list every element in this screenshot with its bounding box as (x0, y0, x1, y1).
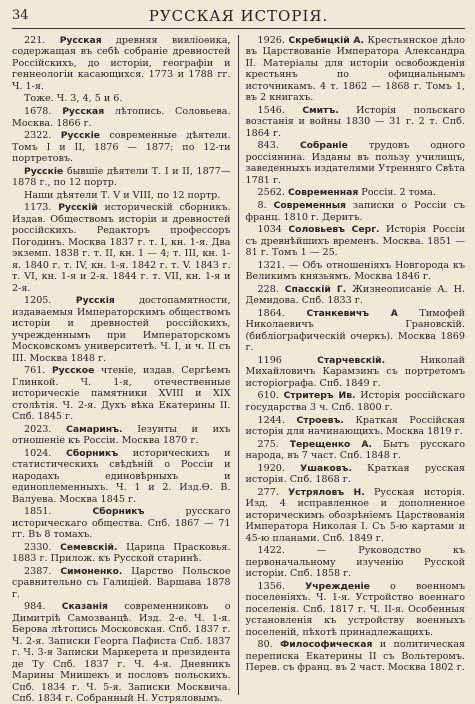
entry-text: записки о Россіи съ франц. 1810 г. Деритъ. (245, 200, 465, 223)
entry-text: Русская исторія. Изд. 4 исправленное и дополненное историческимъ обозрѣніемъ Царствованія Императора Николая I. Съ 5-ю картами и 45-ю планами. Спб. 1849 г. (245, 486, 465, 544)
catalog-entry (12, 130, 231, 164)
entry-number: 1034 (257, 224, 289, 236)
entry-number: 984. (24, 601, 62, 613)
entry-text: 1321. — Объ отношеніяхъ Новгорода къ Великимъ князьямъ. Москва 1846 г. (245, 259, 465, 283)
catalog-entry (12, 601, 231, 704)
catalog-entry (246, 200, 466, 223)
catalog-entry (246, 581, 466, 638)
page-number: 34 (12, 8, 29, 23)
catalog-entry (246, 284, 466, 307)
catalog-entry (246, 439, 466, 462)
catalog-entry (12, 542, 231, 565)
entry-heading: Смитъ. (302, 104, 339, 116)
catalog-entry (12, 448, 231, 505)
entry-number: 277. (257, 486, 289, 498)
catalog-entry (12, 506, 231, 540)
catalog-entry (12, 93, 231, 104)
entry-heading: Семевскій. (60, 541, 118, 553)
entry-heading: Скребицкій А. (288, 35, 364, 46)
entry-text: Наши дѣятели Т. V и VIII, по 12 портр. (24, 189, 221, 201)
entry-text: Іезуиты и ихъ отношеніе къ Россіи. Москва 1870 г. (12, 423, 231, 447)
entry-number: 610. (257, 390, 284, 402)
entry-number: 2322. (24, 130, 61, 142)
entry-number: 2023. (24, 423, 67, 435)
entry-heading: Соловьевъ Серг. (288, 224, 380, 236)
catalog-entry (246, 463, 466, 486)
entry-text: Бытъ русскаго народа, въ 7 част. Спб. 1848 г. (245, 438, 465, 462)
entry-text: лѣтопись. Соловьева. Москва. 1866 г. (12, 106, 231, 129)
entry-heading: Устряловъ Н. (288, 486, 365, 498)
catalog-entry (246, 545, 466, 579)
entry-number: 275. (257, 438, 290, 450)
entry-text: Царство Польское сравнительно съ Галиціей. Варшава 1878 г. (12, 565, 231, 600)
entry-text: Краткая русская исторія. Спб. 1868 г. (245, 462, 465, 486)
entry-heading: Стритеръ Ив. (283, 390, 356, 402)
catalog-entry (246, 415, 466, 438)
entry-number: 80. (257, 639, 281, 651)
entry-heading: Русская (62, 106, 105, 118)
catalog-entry (246, 140, 466, 186)
catalog-entry (246, 105, 466, 139)
catalog-entry (246, 35, 466, 104)
entry-text: современные дѣятели. Томъ I и II, 1876 — 1877; по 12-ти портретовъ. (12, 130, 231, 165)
entry-number: 761. (24, 365, 52, 377)
entry-number: 1205. (24, 295, 76, 307)
entry-text: русскаго историческаго общества. Спб. 1867 — 71 гг. Въ 8 томахъ. (12, 506, 231, 541)
entry-heading: Спасскій Г. (284, 283, 347, 295)
catalog-entry (246, 390, 466, 413)
entry-text: Исторія россійскаго государства 3 ч. Спб. 1800 г. (245, 390, 465, 413)
entry-text: Краткая Россійская исторія для начинающихъ. Москва 1819 г. (245, 414, 465, 438)
entry-number: 1244. (257, 414, 297, 426)
running-title: РУССКАЯ ИСТОРІЯ. (148, 7, 329, 25)
entry-heading: Учрежденіе (305, 580, 370, 592)
catalog-entry (246, 308, 466, 354)
entry-number: 1678. (24, 106, 63, 118)
entry-text: достопамятности, издаваемыя Императорскимъ обществомъ исторіи и древностей россійскихъ, учрежденнымъ при Императорскомъ Московскомъ университетѣ. Ч. I, и ч. II съ III. Москва 1848 г. (12, 295, 231, 364)
entry-number: 1920. (257, 462, 301, 474)
catalog-entry (246, 224, 466, 258)
entry-heading: Современныя (273, 200, 346, 212)
catalog-entry (12, 295, 231, 364)
entry-number: 2387. (24, 565, 61, 577)
catalog-entry (12, 424, 231, 447)
entry-text: Россія. 2 тома. (358, 187, 436, 199)
entry-number: 2330. (24, 541, 61, 553)
catalog-entry (12, 202, 231, 294)
entry-heading: Собраніе (299, 140, 348, 152)
entry-heading: Русскіе (24, 165, 64, 177)
entry-heading: Самаринъ. (66, 423, 123, 435)
catalog-entry (246, 187, 466, 198)
entry-heading: Строевъ. (296, 414, 344, 426)
entry-heading: Русское (51, 365, 95, 377)
entry-text: древняя вивліоѳика, содержащая въ себѣ собраніе древностей Россійскихъ, до исторіи, географіи и геннеологіи касающихся. 1773 и 1788 гг. Ч. 1-я. (12, 35, 231, 92)
entry-heading: Русскіе (60, 130, 101, 142)
entry-number: 843. (257, 140, 300, 152)
entry-heading: Современная (288, 187, 359, 199)
entry-text: Крестьянское дѣло въ Царствованіе Императора Александра II. Матеріалы для исторіи освобожденія крестьянъ по официальнымъ источникамъ. 4 т. 1862 — 1868 г. Томъ 1, въ 2 книгахъ. (245, 35, 465, 104)
page-header (12, 6, 465, 29)
entry-number: 228. (257, 283, 285, 295)
catalog-entry (246, 487, 466, 544)
catalog-entry (12, 35, 231, 92)
entry-heading: Сказанія (61, 601, 108, 613)
entry-text: бывшіе дѣятели Т. I и II, 1877— 1878 г., по 12 портр. (12, 165, 231, 189)
entry-text: Исторія Россіи съ древнѣйшихъ временъ. Москва. 1851 — 81 г. Томъ 1 — 25. (245, 224, 465, 259)
entry-number: 221. (24, 35, 60, 46)
entry-number: 1864. (257, 307, 307, 319)
entry-number: 1546. (257, 104, 303, 116)
entry-heading: Сборникъ (66, 447, 119, 459)
entry-text: Царица Прасковья. 1883 г. Прилож. къ Русской старинѣ. (12, 541, 231, 565)
entry-text: историческій сборникъ. Издав. Обществомъ исторіи и древностей россійскихъ. Редакторъ профессоръ Погодинъ. Москва 1837 г. т. I, кн. 1-я. Два экземп. 1838 г. т. II, кн. 1 — 4; т. III, кн. 1-я. 1840 г. т. IV, кн. 1-я. 1842 г. т. V. 1843 г. т. VI, кн. 1-я и 2-я. 1844 г. т. VII, кн. 1-я и 2-я. (12, 202, 231, 294)
entry-heading: Русскія (75, 295, 115, 307)
catalog-entry (12, 106, 231, 129)
entry-number: 1926. (257, 35, 289, 46)
catalog-entry (12, 566, 231, 600)
entry-text: о военномъ поселеніяхъ. Ч. 1-я. Устройство военнаго поселенія. Спб. 1817 г. Ч. II-я. Особенныя установленія къ устройству военныхъ поселеній, пѣхотѣ принадлежащихъ. (245, 580, 465, 638)
entry-number: 1196 (257, 354, 318, 366)
entry-heading: Русская (59, 35, 102, 46)
catalog-entry (12, 166, 231, 189)
catalog-entry (246, 260, 466, 283)
entry-heading: Терещенко А. (289, 438, 373, 450)
entry-text: Тимофей Николаевичъ Грановскій. (библіографическій очеркъ). Москва 1869 г. (245, 307, 465, 354)
left-column (12, 35, 239, 704)
catalog-entry (246, 355, 466, 389)
entry-text: Исторія польскаго возстанія и войны 1830 — 31 г. 2 т. Спб. 1864 г. (245, 104, 465, 139)
entry-heading: Симоненко. (60, 565, 123, 577)
entry-number: 1356. (257, 580, 306, 592)
entry-text: трудовъ одного россіянина. Изданы въ пользу училищъ, заведенныхъ издателями Утренняго Свѣта 1781 г. (245, 140, 465, 186)
entry-number: 1851. (24, 506, 93, 518)
entry-number: 1173. (24, 202, 59, 214)
entry-text: историческихъ и статистическихъ свѣдѣній о Россіи и народахъ единовѣрныхъ и единоплеменныхъ. Ч. 1 и 2. Изд.Ѳ. В. Валуева. Москва 1845 г. (12, 447, 231, 505)
entry-heading: Философическая (280, 639, 373, 651)
entry-heading: Русскій (58, 202, 98, 214)
two-column-body (12, 35, 466, 704)
entry-heading: Станкевичъ А (306, 307, 398, 319)
entry-text: 1422. — Руководство къ первоначальному изученію Русской исторіи. Спб. 1858 г. (245, 545, 465, 580)
entry-text: и политическая переписка Екатерины II съ Вольтеромъ. Перев. съ франц. въ 2 част. Москва 1802 г. (245, 639, 465, 674)
catalog-entry (246, 639, 466, 673)
entry-text: Николай Михайловичъ Карамзинъ съ портретомъ исторіографа. Спб. 1849 г. (245, 354, 466, 389)
entry-heading: Старчевскій. (317, 354, 386, 366)
entry-heading: Ушаковъ. (300, 462, 352, 474)
entry-text: Жизнеописаніе А. Н. Демидова. Спб. 1833 г. (245, 283, 465, 307)
entry-number: 2562. (257, 187, 289, 199)
entry-number: 8. (257, 200, 274, 212)
catalog-entry (12, 190, 231, 201)
entry-heading: Сборникъ (92, 506, 145, 518)
right-column (239, 35, 466, 695)
entry-text: Тоже. Ч. 3, 4, 5 и 6. (24, 93, 123, 105)
entry-text: чтеніе, издав. Сергѣемъ Глинкой. Ч. 1-я, отечественные историческіе памятники XVIII и XIX столѣтія. Ч. 2-я. Духъ вѣка Екатерины II. Спб. 1845 г. (12, 365, 231, 422)
entry-number: 1024. (24, 447, 67, 459)
catalog-entry (12, 365, 231, 422)
entry-text: современниковъ о Димитріѣ Самозванцѣ. Изд. 2-е. Ч. 1-я. Берова лѣтопись Московская. Спб. 1837 г. Ч. 2-я. Записки Георга Пафиста Спб. 1837 г. Ч. 3-я Записки Маркерета и президента де Ту Спб. 1837 г. Ч. 4-я. Дневникъ Марины Мнишекъ и пословъ польскихъ. Спб. 1834 г. Ч. 5-я. Записки Москвича. Спб. 1834 г. Собранный Н. Устряловымъ. (12, 601, 231, 704)
